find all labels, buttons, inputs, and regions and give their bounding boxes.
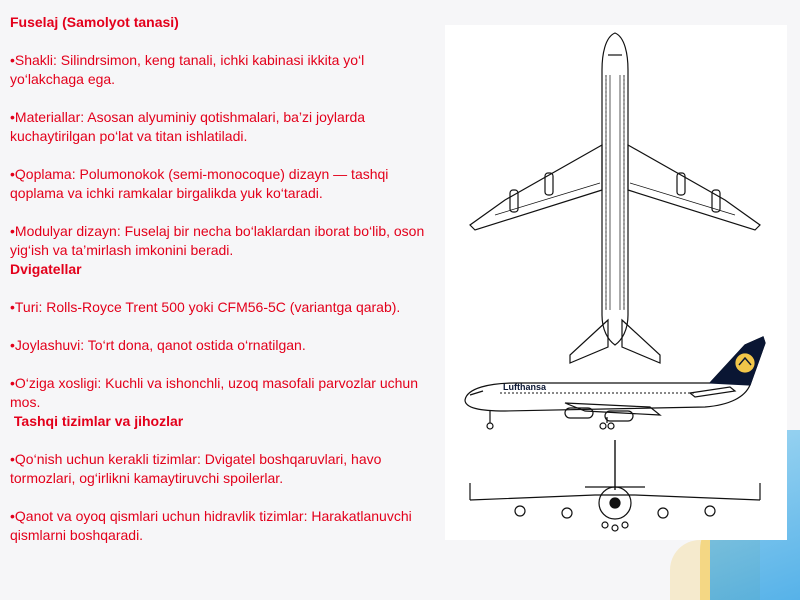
- text-column: [10, 13, 442, 545]
- systems-hydraulic-text: •Qanot va oyoq qismlari uchun hidravlik tizimlar: Harakatlanuvchi qismlarni boshqaradi.: [10, 508, 412, 543]
- engines-location-text: •Joylashuvi: To‘rt dona, qanot ostida o‘rnatilgan.: [10, 337, 306, 353]
- heading-systems: Tashqi tizimlar va jihozlar: [10, 413, 184, 429]
- systems-landing-text: •Qo‘nish uchun kerakli tizimlar: Dvigatel boshqaruvlari, havo tormozlari, og‘irlikni kamaytiruvchi spoilerlar.: [10, 451, 382, 486]
- livery-text: Lufthansa: [503, 382, 547, 392]
- heading-fuselage: Fuselaj (Samolyot tanasi): [10, 14, 179, 30]
- heading-engines: Dvigatellar: [10, 261, 82, 277]
- fuselage-materials-text: •Materiallar: Asosan alyuminiy qotishmalari, ba’zi joylarda kuchaytirilgan po‘lat va titan ishlatiladi.: [10, 109, 366, 144]
- aircraft-figure: [445, 25, 787, 540]
- top-view-plane: [470, 33, 760, 363]
- front-view-plane: [470, 440, 760, 531]
- engines-features-text: •O‘ziga xosligi: Kuchli va ishonchli, uzoq masofali parvozlar uchun mos.: [10, 375, 418, 410]
- fuselage-skin-text: •Qoplama: Polumonokok (semi-monocoque) dizayn — tashqi qoplama va ichki ramkalar birgalikda yuk ko‘taradi.: [10, 166, 389, 201]
- fuselage-modular-text: •Modulyar dizayn: Fuselaj bir necha bo‘laklardan iborat bo‘lib, oson yig‘ish va ta’mirlash imkonini beradi.: [10, 223, 425, 258]
- engines-type-text: •Turi: Rolls-Royce Trent 500 yoki CFM56-5C (variantga qarab).: [10, 299, 401, 315]
- fuselage-shape-text: •Shakli: Silindrsimon, keng tanali, ichki kabinasi ikkita yo‘l yo‘lakchaga ega.: [10, 52, 365, 87]
- aircraft-drawing: [445, 25, 787, 540]
